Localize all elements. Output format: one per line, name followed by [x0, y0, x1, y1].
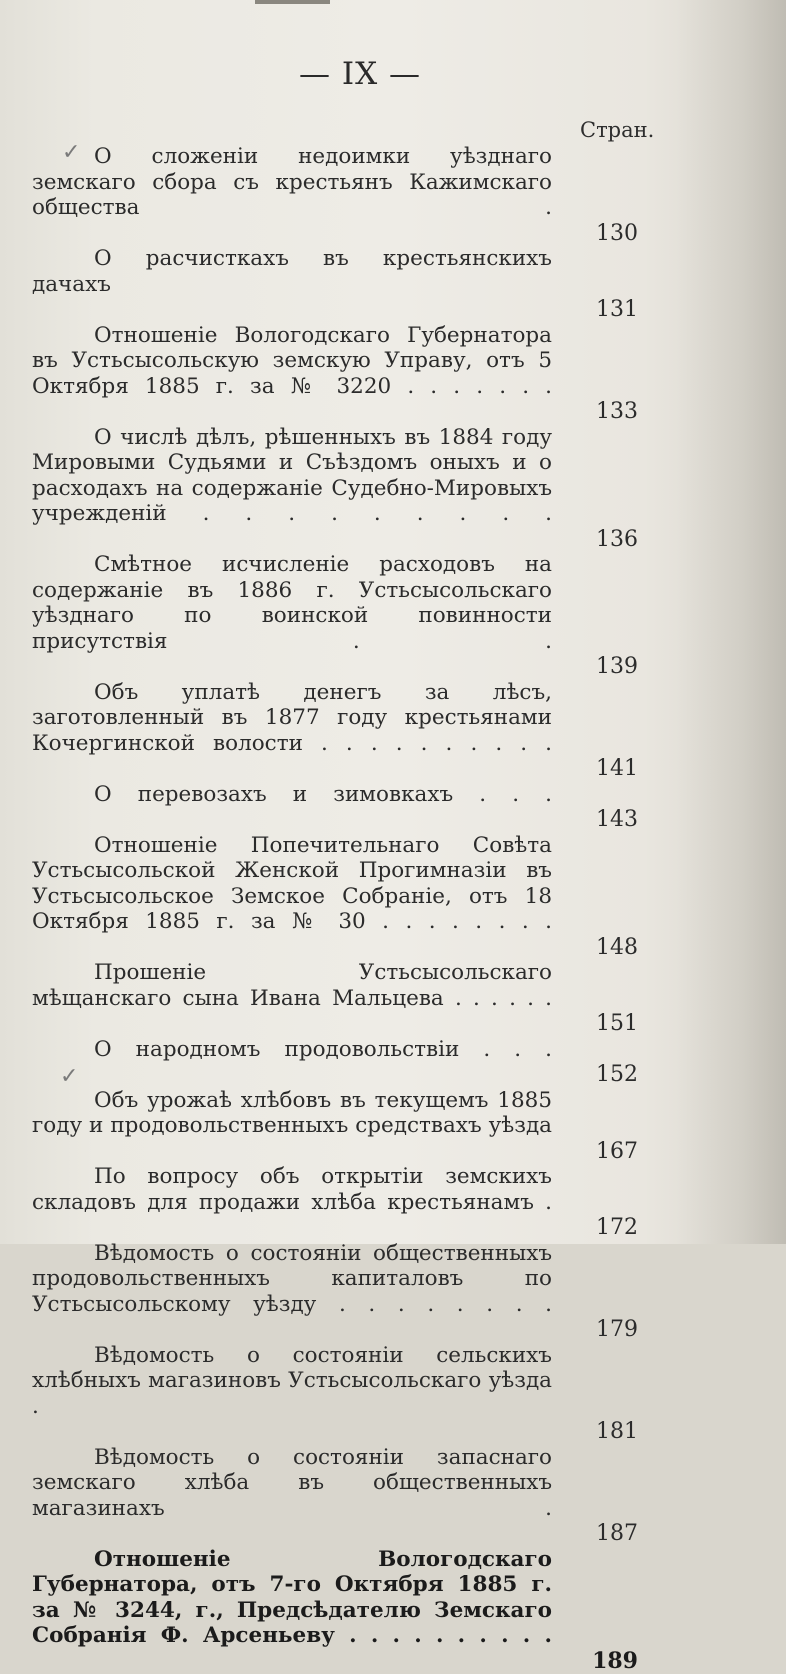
toc-entry-title: Вѣдомость о состояніи запаснаго земскаго хлѣба въ общественныхъ магазинахъ . — [32, 1445, 552, 1547]
toc-entry-page: 143 — [596, 807, 638, 833]
toc-entry-title: Отношеніе Вологодскаго Губернатора въ Устьсысольскую земскую Управу, отъ 5 Октября 1885 г. за № 3220 . . . . . . . — [32, 323, 552, 425]
toc-entry-title: Отношеніе Вологодскаго Губернатора, отъ 7-го Октября 1885 г. за № 3244, г., Предсѣдателю Земскаго Собранія Ф. Арсеньеву . . . . . . . . . . — [32, 1547, 552, 1674]
toc-entry-page: 136 — [596, 527, 638, 553]
pencil-check-icon: ✓ — [62, 140, 80, 165]
toc-entry — [32, 1547, 652, 1674]
toc-entry-title: Отношеніе Попечительнаго Совѣта Устьсысольской Женской Прогимназіи въ Устьсысольское Земское Собраніе, отъ 18 Октября 1885 г. за № 30 . . . . . . . . — [32, 833, 552, 961]
toc-entry — [32, 1088, 652, 1165]
toc-entry-page: 179 — [596, 1317, 638, 1343]
toc-entry-page: 172 — [596, 1215, 638, 1241]
toc-entry — [32, 960, 652, 1037]
toc-entry-title: Вѣдомость о состояніи общественныхъ продовольственныхъ капиталовъ по Устьсысольскому уѣзду . . . . . . . . — [32, 1241, 552, 1343]
toc-entry — [32, 833, 652, 961]
toc-entry-page: 130 — [596, 221, 638, 247]
toc-entry-title: Смѣтное исчисленіе расходовъ на содержаніе въ 1886 г. Устьсысольскаго уѣзднаго по воинской повинности присутствія . . — [32, 552, 552, 680]
toc-entry — [32, 1343, 652, 1445]
pencil-check-icon: ✓ — [60, 1064, 78, 1089]
toc-entry-page: 189 — [592, 1649, 638, 1674]
toc-entry — [32, 425, 652, 553]
toc-entry-page: 187 — [596, 1521, 638, 1547]
toc-entry-page: 181 — [596, 1419, 638, 1445]
toc-entry — [32, 1241, 652, 1343]
toc-entry-title: Прошеніе Устьсысольскаго мѣщанскаго сына Ивана Мальцева . . . . . . — [32, 960, 552, 1037]
toc-entry — [32, 680, 652, 782]
toc-entry-title: О перевозахъ и зимовкахъ . . . — [32, 782, 552, 833]
toc-entry — [32, 1164, 652, 1241]
toc-entry-page: 148 — [596, 935, 638, 961]
toc-entry-page: 152 — [596, 1062, 638, 1088]
toc-entry-title: О сложеніи недоимки уѣзднаго земскаго сбора съ крестьянъ Кажимскаго общества . — [32, 144, 552, 246]
toc-entry — [32, 323, 652, 425]
toc-entry-title: Объ урожаѣ хлѣбовъ въ текущемъ 1885 году и продовольственныхъ средствахъ уѣзда — [32, 1088, 552, 1165]
toc-entry-page: 133 — [596, 399, 638, 425]
toc-entry — [32, 1037, 652, 1088]
toc-entry-page: 167 — [596, 1139, 638, 1165]
toc-entry-title: По вопросу объ открытіи земскихъ складовъ для продажи хлѣба крестьянамъ . — [32, 1164, 552, 1241]
toc-entry-title: О народномъ продовольствіи . . . — [32, 1037, 552, 1088]
toc-entry-page: 131 — [596, 297, 638, 323]
column-header-pages: Стран. — [580, 118, 654, 142]
toc-entry — [32, 246, 652, 323]
top-edge-mark — [255, 0, 330, 4]
toc-entry-title: О расчисткахъ въ крестьянскихъ дачахъ — [32, 246, 552, 323]
table-of-contents — [32, 144, 652, 1674]
page-edge-shadow — [676, 0, 786, 1244]
toc-entry — [32, 144, 652, 246]
toc-entry-page: 151 — [596, 1011, 638, 1037]
toc-entry — [32, 1445, 652, 1547]
toc-entry — [32, 552, 652, 680]
page-number: — IX — — [0, 56, 720, 92]
toc-entry-title: О числѣ дѣлъ, рѣшенныхъ въ 1884 году Мировыми Судьями и Съѣздомъ оныхъ и о расходахъ на содержаніе Судебно-Мировыхъ учрежденій . . . . . . . . . — [32, 425, 552, 553]
toc-entry-page: 141 — [596, 756, 638, 782]
toc-entry-title: Вѣдомость о состояніи сельскихъ хлѣбныхъ магазиновъ Устьсысольскаго уѣзда . — [32, 1343, 552, 1445]
toc-entry-page: 139 — [596, 654, 638, 680]
toc-entry-title: Объ уплатѣ денегъ за лѣсъ, заготовленный въ 1877 году крестьянами Кочергинской волости . . . . . . . . . . — [32, 680, 552, 782]
toc-entry — [32, 782, 652, 833]
